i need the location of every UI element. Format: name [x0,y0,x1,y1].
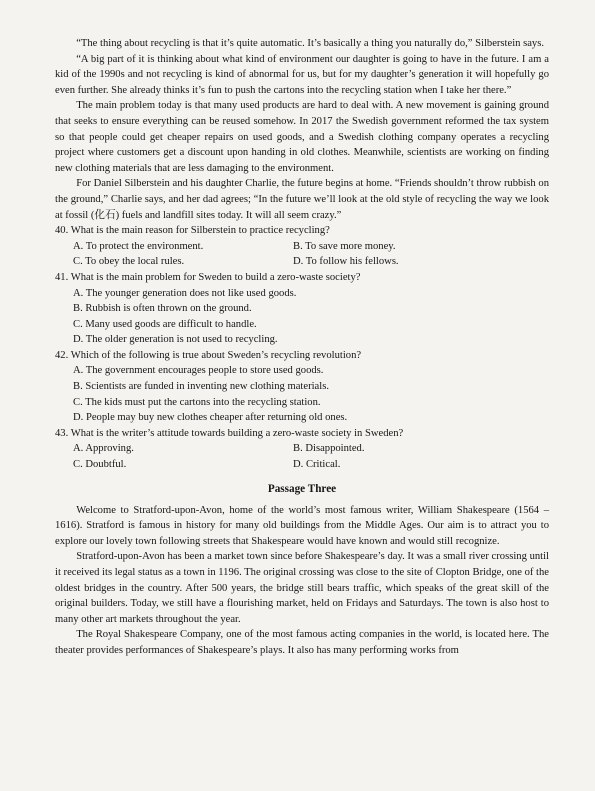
paragraph: Stratford-upon-Avon has been a market town since before Shakespeare’s day. It was a small river crossing until it received its legal status as a town in 1196. The original crossing was close to the site of Clopton Bridge, one of the oldest bridges in the country. After 500 years, the bridge still bears traffic, which speaks of the great skill of the original builders. Today, we still have a flourishing market, held on Fridays and Saturdays. The town is also host to many other art markets throughout the year. [55,551,549,625]
option-a[interactable]: A. The government encourages people to store used goods. [73,365,324,377]
answer-options [55,441,549,472]
option-d[interactable]: D. People may buy new clothes cheaper after returning old ones. [73,412,348,424]
option-d[interactable]: D. The older generation is not used to recycling. [73,334,278,346]
option-d[interactable]: D. To follow his fellows. [293,256,399,268]
answer-options [55,363,549,425]
section-heading: Passage Three [267,482,337,495]
option-a[interactable]: A. Approving. [73,443,134,455]
paragraph: The main problem today is that many used products are hard to deal with. A new movement is gaining ground that seeks to ensure everything can be reused somehow. In 2017 the Swedish government reformed the tax system so that people could get cheaper repairs on used goods, and a Swedish clothing company operates a recycling project where customers get a discount upon handing in old clothes. Meanwhile, scientists are working on finding new clothing materials that are less damaging to the environment. [55,100,549,174]
answer-options [55,286,549,348]
paragraph: The Royal Shakespeare Company, one of the most famous acting companies in the world, is located here. The theater provides performances of Shakespeare’s plays. It also has many performing works from [55,629,549,656]
option-d[interactable]: D. Critical. [293,459,341,471]
option-c[interactable]: C. Many used goods are difficult to handle. [73,318,257,330]
option-b[interactable]: B. Scientists are funded in inventing new clothing materials. [73,381,329,393]
question-43 [55,426,549,473]
question-40 [55,223,549,270]
option-b[interactable]: B. Rubbish is often thrown on the ground. [73,303,252,315]
question-42 [55,348,549,426]
paragraph: “The thing about recycling is that it’s quite automatic. It’s basically a thing you naturally do,” Silberstein says. [76,38,544,49]
option-b[interactable]: B. To save more money. [293,240,396,252]
question-stem: 43. What is the writer’s attitude towards building a zero-waste society in Sweden? [55,427,404,439]
option-b[interactable]: B. Disappointed. [293,443,365,455]
passage-two-text [55,36,549,223]
answer-options [55,239,549,270]
paragraph: “A big part of it is thinking about what kind of environment our daughter is going to have in the future. I am a kid of the 1990s and not recycling is kind of abnormal for us, but for my daughter’s generation it will hopefully go even further. She already thinks it’s fun to push the cartons into the recycling station when I take her there.” [55,53,549,96]
question-41 [55,270,549,348]
question-stem: 42. Which of the following is true about Sweden’s recycling revolution? [55,349,362,361]
option-c[interactable]: C. Doubtful. [73,459,127,471]
question-stem: 40. What is the main reason for Silberstein to practice recycling? [55,225,330,237]
option-a[interactable]: A. The younger generation does not like used goods. [73,287,297,299]
paragraph: For Daniel Silberstein and his daughter Charlie, the future begins at home. “Friends shouldn’t throw rubbish on the ground,” Charlie says, and her dad agrees; “In the future we’ll look at the old style of recycling the way we look at fossil (化石) fuels and landfill sites today. It will all seem crazy.” [55,178,549,221]
option-a[interactable]: A. To protect the environment. [73,240,204,252]
option-c[interactable]: C. To obey the local rules. [73,256,185,268]
passage-three-text [55,503,549,659]
option-c[interactable]: C. The kids must put the cartons into the recycling station. [73,396,321,408]
question-stem: 41. What is the main problem for Sweden to build a zero-waste society? [55,271,361,283]
paragraph: Welcome to Stratford-upon-Avon, home of the world’s most famous writer, William Shakespeare (1564 – 1616). Stratford is famous in history for many old buildings from the Middle Ages. Our aim is to attract you to explore our lovely town following streets that Shakespeare would have known and would still recognize. [55,504,549,547]
